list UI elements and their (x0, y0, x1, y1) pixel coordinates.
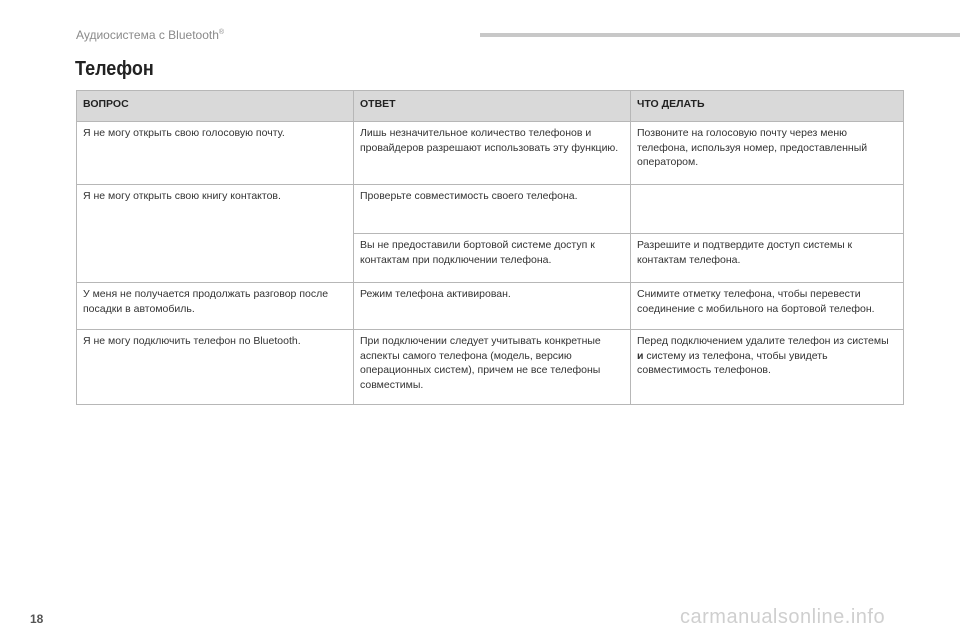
watermark: carmanualsonline.info (680, 606, 886, 628)
table-row (77, 122, 904, 185)
answer-cell: Проверьте совместимость своего телефона. (354, 185, 631, 234)
action-text-before: Перед подключением удалите телефон из системы (637, 335, 889, 347)
table-row (77, 283, 904, 330)
question-cell: Я не могу подключить телефон по Bluetooth. (77, 330, 354, 405)
question-cell: У меня не получается продолжать разговор после посадки в автомобиль. (77, 283, 354, 330)
table-row (77, 330, 904, 405)
action-text-after: систему из телефона, чтобы увидеть совместимость телефонов. (637, 349, 828, 377)
answer-cell: Режим телефона активирован. (354, 283, 631, 330)
table-header-row (77, 91, 904, 122)
answer-cell: Лишь незначительное количество телефонов и провайдеров разрешают использовать эту функцию. (354, 122, 631, 185)
question-cell: Я не могу открыть свою книгу контактов. (77, 185, 354, 283)
page-title: Телефон (75, 58, 154, 80)
question-cell: Я не могу открыть свою голосовую почту. (77, 122, 354, 185)
action-cell: Позвоните на голосовую почту через меню телефона, используя номер, предоставленный оператором. (631, 122, 904, 185)
answer-cell: При подключении следует учитывать конкретные аспекты самого телефона (модель, версию операционных систем), причем не все телефоны совместимы. (354, 330, 631, 405)
action-cell (631, 185, 904, 234)
table-row (77, 185, 904, 234)
column-header-question: ВОПРОС (77, 91, 354, 122)
action-cell: Разрешите и подтвердите доступ системы к контактам телефона. (631, 234, 904, 283)
troubleshooting-table (76, 90, 904, 405)
action-cell (631, 330, 904, 405)
section-header-text: Аудиосистема с Bluetooth (76, 28, 219, 42)
registered-mark: ® (218, 29, 225, 36)
section-header (76, 28, 224, 42)
page-number: 18 (30, 612, 44, 626)
answer-cell: Вы не предоставили бортовой системе доступ к контактам при подключении телефона. (354, 234, 631, 283)
action-text-bold: и (637, 349, 644, 362)
column-header-action: ЧТО ДЕЛАТЬ (631, 91, 904, 122)
header-divider (480, 33, 960, 37)
action-cell: Снимите отметку телефона, чтобы перевести соединение с мобильного на бортовой телефон. (631, 283, 904, 330)
column-header-answer: ОТВЕТ (354, 91, 631, 122)
